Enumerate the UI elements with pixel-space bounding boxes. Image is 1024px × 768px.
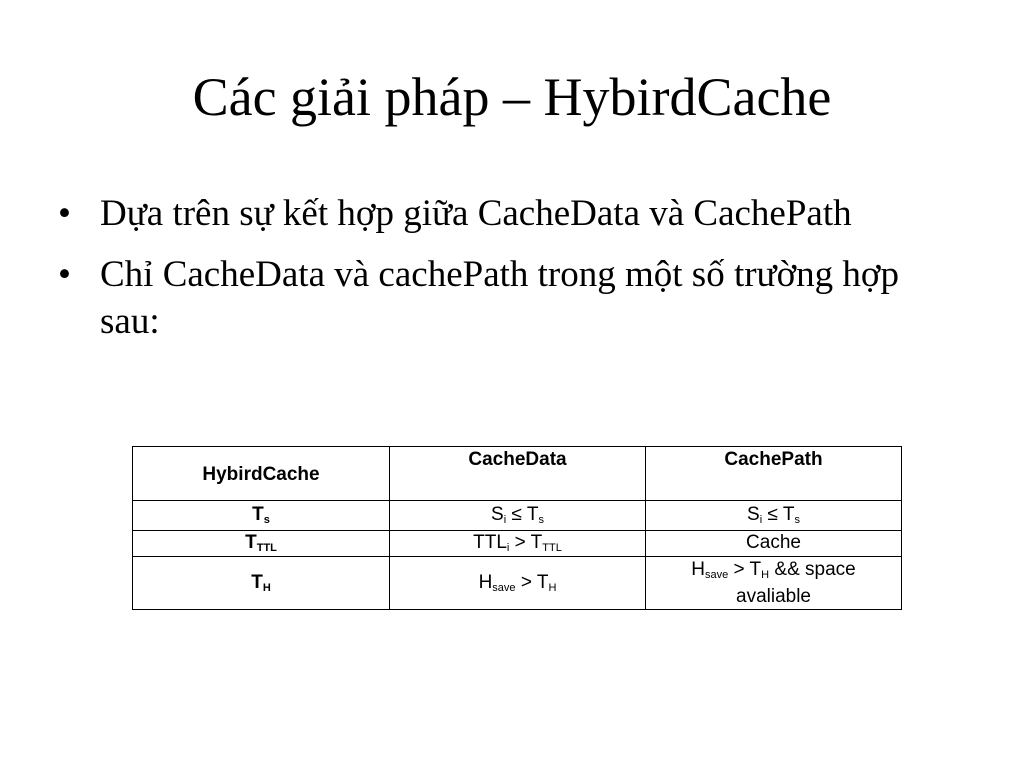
bullet-dot-icon: • [58,254,71,295]
cell-cachepath-ts: $S_i \le T_s$ [646,501,902,530]
cell-cachedata-tttl: $TTL_i > T_{TTL}$ [390,530,646,556]
bullet-text-2: Chỉ CacheData và cachePath trong một số trường hợp sau: [100,254,899,342]
bullet-item-2 [58,251,958,345]
bullet-dot-icon: • [58,193,71,234]
bullet-text-1: Dựa trên sự kết hợp giữa CacheData và CachePath [100,193,852,234]
header-hybirdcache: HybirdCache [133,447,390,501]
table-row [133,530,902,556]
row-head-th: $T_H$ [133,556,390,609]
row-head-tttl: $T_{TTL}$ [133,530,390,556]
table-row [133,501,902,530]
table-row [133,556,902,609]
row-head-ts: $T_s$ [133,501,390,530]
cell-cachepath-th: $H_{save} > T_H$ && space avaliable [646,556,902,609]
header-cachedata: CacheData [390,447,646,501]
header-cachepath: CachePath [646,447,902,501]
comparison-table [132,446,902,610]
cell-cachedata-ts: $S_i \le T_s$ [390,501,646,530]
bullet-item-1 [58,190,958,237]
bullet-list [58,190,958,359]
cell-cachedata-th: $H_{save} > T_H$ [390,556,646,609]
slide-title: Các giải pháp – HybirdCache [192,67,832,127]
table-header-row [133,447,902,501]
cell-cachepath-tttl: Cache [646,530,902,556]
